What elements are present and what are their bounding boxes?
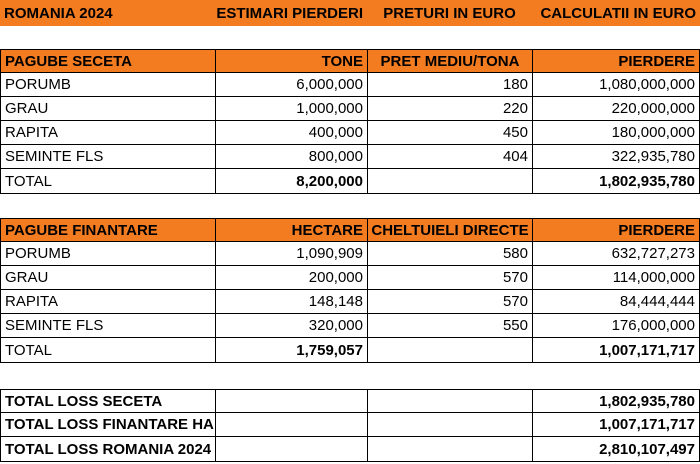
title-cell-estimates[interactable]: ESTIMARI PIERDERI [215, 0, 367, 26]
crop-cell[interactable]: RAPITA [0, 290, 215, 314]
finantare-total-row [0, 338, 700, 363]
hectare-cell[interactable]: 320,000 [215, 314, 367, 338]
title-row [0, 0, 700, 26]
hectare-cell[interactable]: 148,148 [215, 290, 367, 314]
finantare-header-loss[interactable]: PIERDERE [532, 218, 700, 242]
title-cell-calculations[interactable]: CALCULATII IN EURO [532, 0, 700, 26]
finantare-header-costs[interactable]: CHELTUIELI DIRECTE [367, 218, 532, 242]
hectare-cell[interactable]: 1,090,909 [215, 242, 367, 266]
total-tone-cell[interactable]: 8,200,000 [215, 169, 367, 194]
seceta-header-row [0, 49, 700, 73]
price-cell[interactable]: 220 [367, 97, 532, 121]
summary-row-romania [0, 437, 700, 462]
summary-empty-cell[interactable] [367, 389, 532, 413]
price-cell[interactable]: 180 [367, 73, 532, 97]
finantare-header-hectare[interactable]: HECTARE [215, 218, 367, 242]
finantare-header-label[interactable]: PAGUBE FINANTARE [0, 218, 215, 242]
summary-empty-cell[interactable] [215, 413, 367, 437]
summary-row-seceta [0, 389, 700, 413]
table-row [0, 145, 700, 169]
seceta-header-price[interactable]: PRET MEDIU/TONA [367, 49, 532, 73]
table-row [0, 266, 700, 290]
summary-empty-cell[interactable] [215, 389, 367, 413]
total-loss-cell[interactable]: 1,802,935,780 [532, 169, 700, 194]
cost-cell[interactable]: 580 [367, 242, 532, 266]
crop-cell[interactable]: GRAU [0, 97, 215, 121]
price-cell[interactable]: 404 [367, 145, 532, 169]
loss-cell[interactable]: 1,080,000,000 [532, 73, 700, 97]
crop-cell[interactable]: GRAU [0, 266, 215, 290]
total-loss-cell[interactable]: 1,007,171,717 [532, 338, 700, 363]
cost-cell[interactable]: 570 [367, 290, 532, 314]
loss-cell[interactable]: 114,000,000 [532, 266, 700, 290]
summary-value-cell[interactable]: 1,007,171,717 [532, 413, 700, 437]
table-row [0, 73, 700, 97]
title-cell-region[interactable]: ROMANIA 2024 [0, 0, 215, 26]
total-cost-cell[interactable] [367, 338, 532, 363]
summary-label-cell[interactable]: TOTAL LOSS SECETA [0, 389, 215, 413]
total-hectare-cell[interactable]: 1,759,057 [215, 338, 367, 363]
summary-label-cell[interactable]: TOTAL LOSS FINANTARE HA [0, 413, 215, 437]
loss-cell[interactable]: 632,727,273 [532, 242, 700, 266]
table-row [0, 314, 700, 338]
tone-cell[interactable]: 1,000,000 [215, 97, 367, 121]
seceta-header-tone[interactable]: TONE [215, 49, 367, 73]
summary-empty-cell[interactable] [215, 437, 367, 462]
table-row [0, 97, 700, 121]
summary-row-finantare [0, 413, 700, 437]
crop-cell[interactable]: SEMINTE FLS [0, 314, 215, 338]
tone-cell[interactable]: 800,000 [215, 145, 367, 169]
finantare-header-row [0, 218, 700, 242]
crop-cell[interactable]: RAPITA [0, 121, 215, 145]
total-label-cell[interactable]: TOTAL [0, 338, 215, 363]
tone-cell[interactable]: 400,000 [215, 121, 367, 145]
total-price-cell[interactable] [367, 169, 532, 194]
summary-value-cell[interactable]: 1,802,935,780 [532, 389, 700, 413]
hectare-cell[interactable]: 200,000 [215, 266, 367, 290]
price-cell[interactable]: 450 [367, 121, 532, 145]
summary-empty-cell[interactable] [367, 437, 532, 462]
table-row [0, 121, 700, 145]
crop-cell[interactable]: PORUMB [0, 242, 215, 266]
loss-cell[interactable]: 176,000,000 [532, 314, 700, 338]
summary-empty-cell[interactable] [367, 413, 532, 437]
loss-cell[interactable]: 180,000,000 [532, 121, 700, 145]
table-row [0, 242, 700, 266]
tone-cell[interactable]: 6,000,000 [215, 73, 367, 97]
title-cell-prices[interactable]: PRETURI IN EURO [367, 0, 532, 26]
summary-label-cell[interactable]: TOTAL LOSS ROMANIA 2024 [0, 437, 215, 462]
crop-cell[interactable]: PORUMB [0, 73, 215, 97]
loss-cell[interactable]: 220,000,000 [532, 97, 700, 121]
seceta-total-row [0, 169, 700, 194]
seceta-header-label[interactable]: PAGUBE SECETA [0, 49, 215, 73]
crop-cell[interactable]: SEMINTE FLS [0, 145, 215, 169]
total-label-cell[interactable]: TOTAL [0, 169, 215, 194]
loss-cell[interactable]: 322,935,780 [532, 145, 700, 169]
cost-cell[interactable]: 550 [367, 314, 532, 338]
loss-cell[interactable]: 84,444,444 [532, 290, 700, 314]
summary-value-cell[interactable]: 2,810,107,497 [532, 437, 700, 462]
table-row [0, 290, 700, 314]
seceta-header-loss[interactable]: PIERDERE [532, 49, 700, 73]
cost-cell[interactable]: 570 [367, 266, 532, 290]
